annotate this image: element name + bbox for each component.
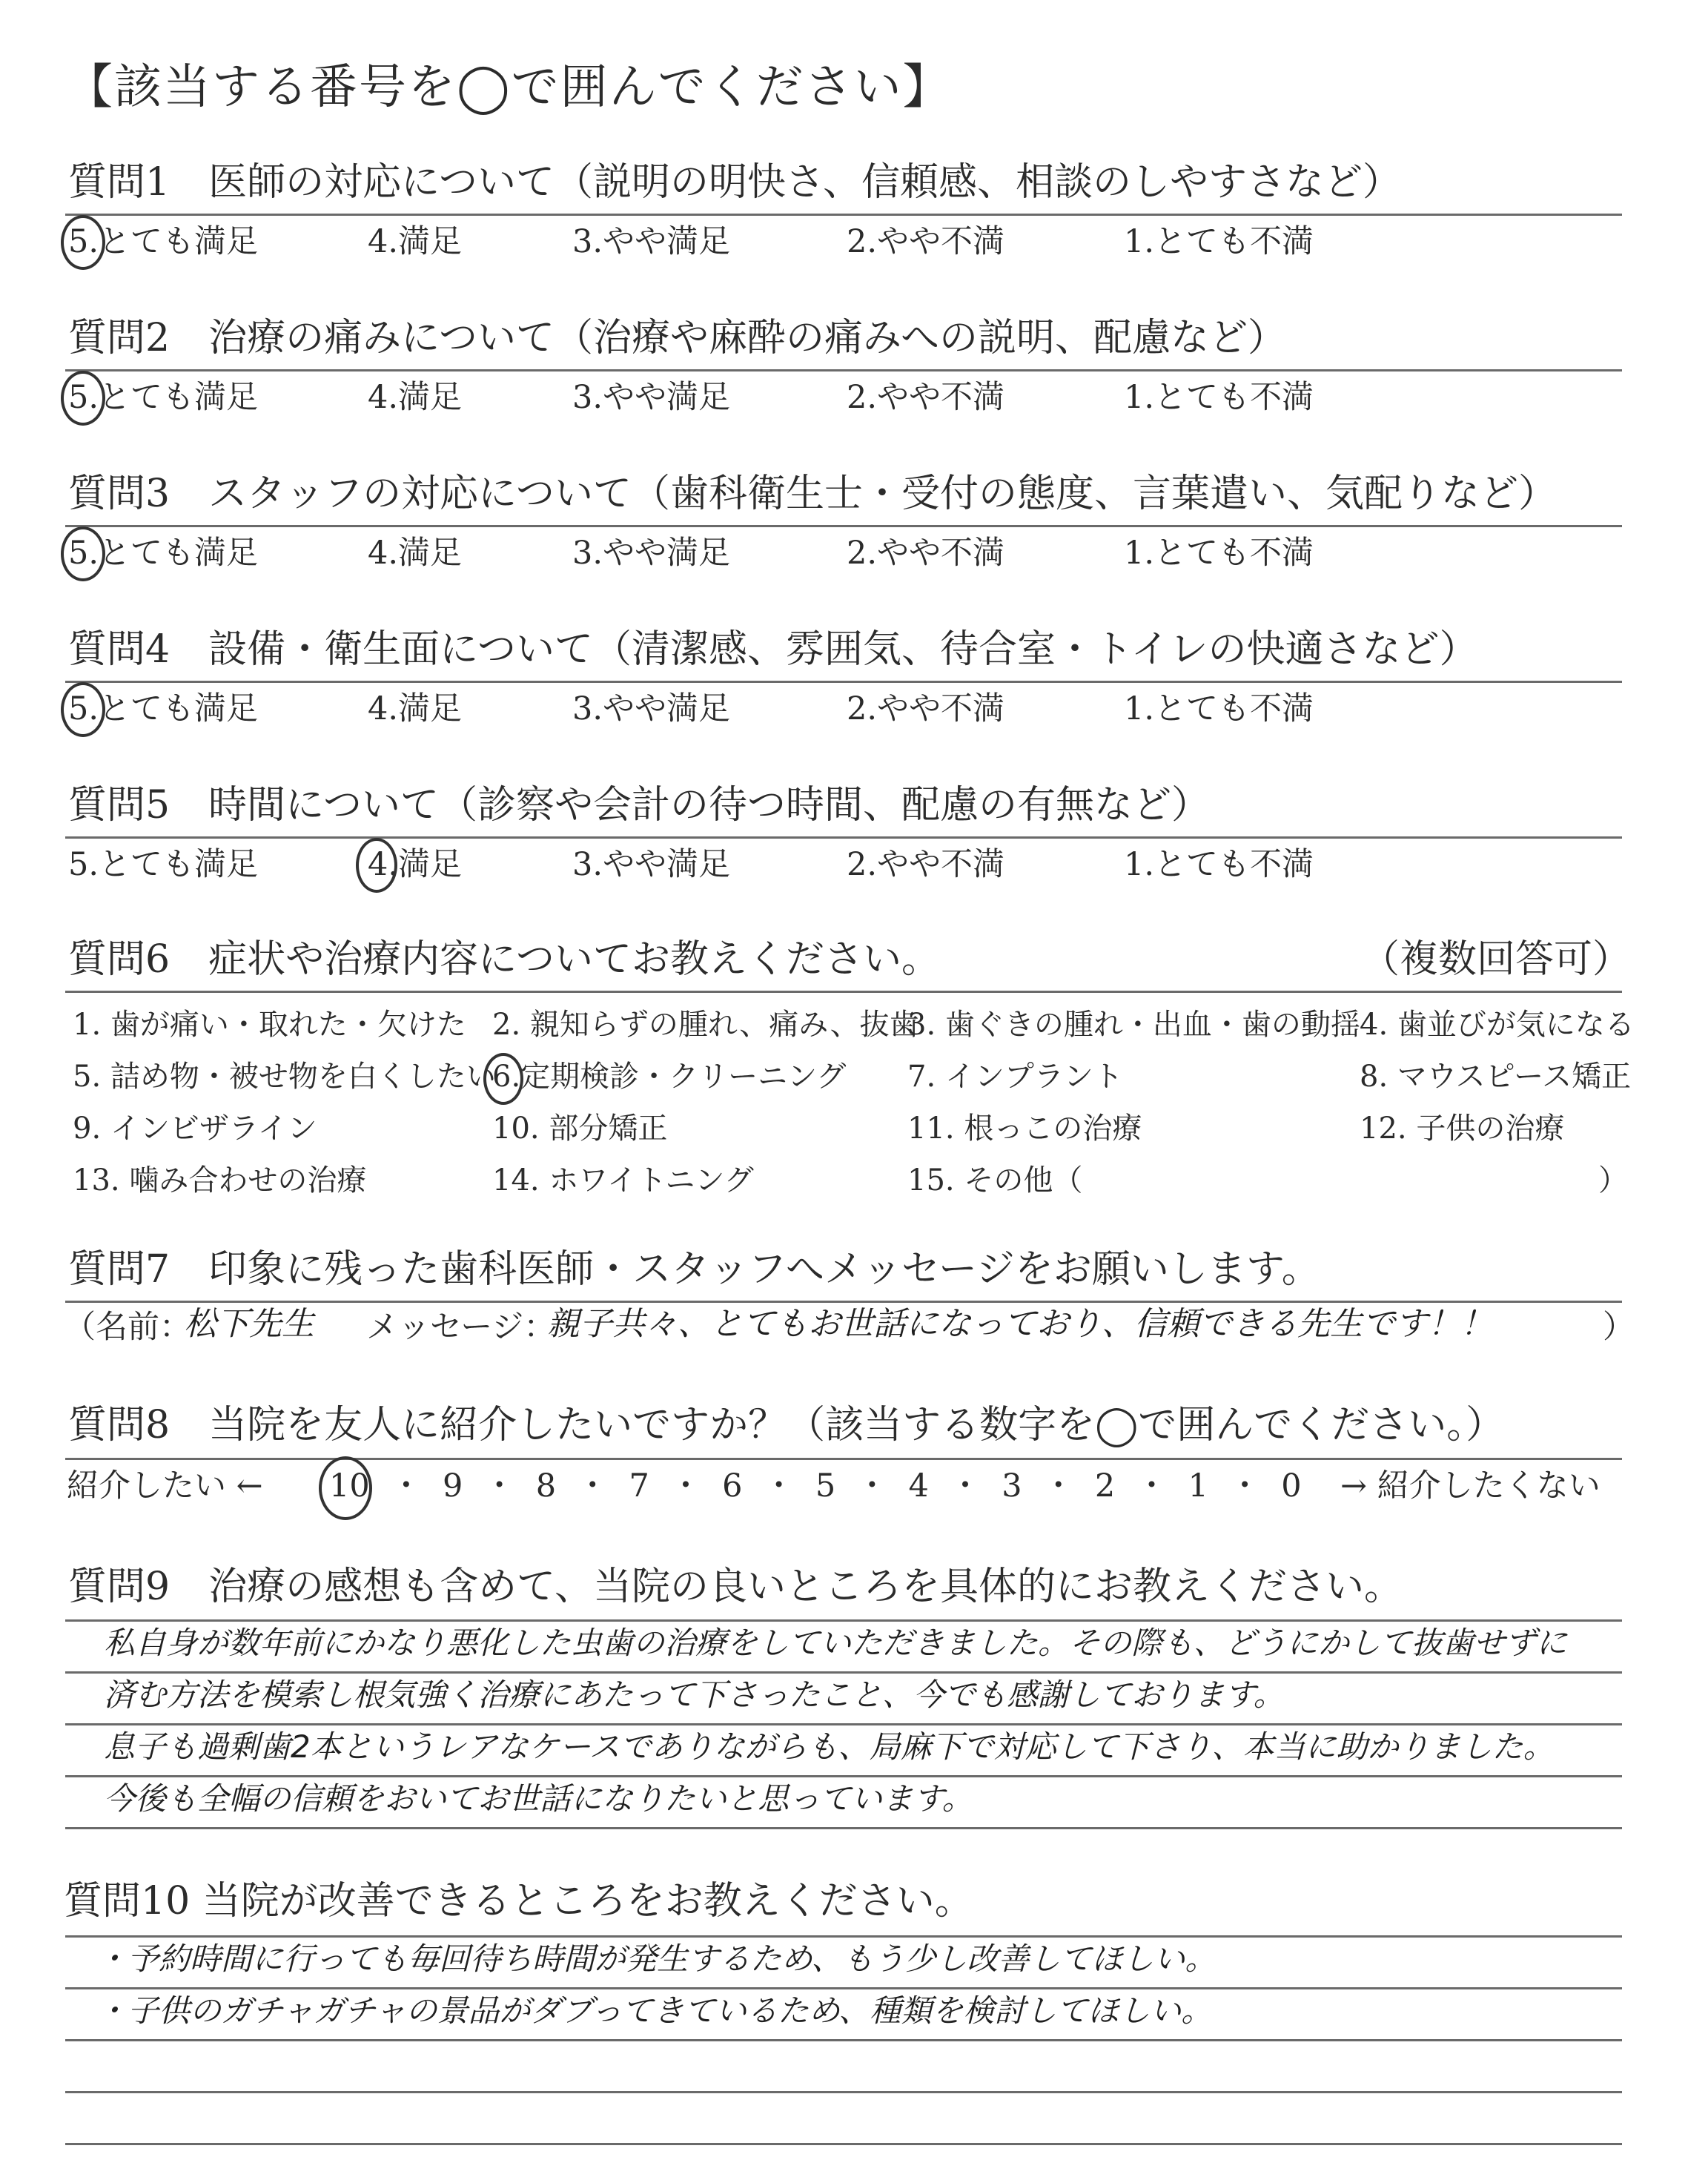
answer-line	[65, 2039, 1622, 2041]
multiple-answers-note: （複数回答可）	[1361, 937, 1632, 982]
selection-circle	[61, 215, 105, 270]
q4-option-1[interactable]: 1.とても不満	[1124, 690, 1314, 727]
q6-option-5[interactable]: 5. 詰め物・被せ物を白くしたい	[73, 1060, 496, 1094]
answer-line	[65, 2143, 1622, 2145]
q6-option-10[interactable]: 10. 部分矯正	[492, 1112, 668, 1146]
q3-option-2[interactable]: 2.やや不満	[847, 535, 1005, 572]
q1-option-2[interactable]: 2.やや不満	[847, 223, 1005, 260]
q6-option-6[interactable]: 6.定期検診・クリーニング	[492, 1060, 847, 1094]
q6-option-13[interactable]: 13. 噛み合わせの治療	[73, 1163, 367, 1198]
name-label: （名前：	[64, 1309, 191, 1346]
q6-option-15[interactable]: 15. その他（	[907, 1163, 1083, 1198]
q6-option-2[interactable]: 2. 親知らずの腫れ、痛み、抜歯	[492, 1008, 919, 1042]
recommend-left-label: 紹介したい ←	[67, 1467, 263, 1505]
q6-option-12[interactable]: 12. 子供の治療	[1360, 1112, 1565, 1146]
divider	[65, 1458, 1622, 1460]
q1-option-1[interactable]: 1.とても不満	[1124, 223, 1314, 260]
selection-circle	[483, 1053, 523, 1105]
selection-circle	[61, 682, 105, 737]
q6-option-4[interactable]: 4. 歯並びが気になる	[1360, 1008, 1635, 1042]
q5-option-3[interactable]: 3.やや満足	[572, 846, 731, 883]
question-2-title: 質問2 治療の痛みについて（治療や麻酔の痛みへの説明、配慮など）	[68, 316, 1287, 360]
q6-option-1[interactable]: 1. 歯が痛い・取れた・欠けた	[73, 1008, 466, 1042]
message-label: メッセージ：	[366, 1309, 556, 1346]
q3-option-5[interactable]: 5.とても満足	[68, 535, 259, 572]
selection-circle	[61, 371, 105, 426]
q9-answer-line-4[interactable]: 今後も全幅の信頼をおいてお世話になりたいと思っています。	[104, 1780, 973, 1817]
q5-option-4[interactable]: 4.満足	[368, 846, 463, 883]
q5-option-2[interactable]: 2.やや不満	[847, 846, 1005, 883]
q9-answer-line-2[interactable]: 済む方法を模索し根気強く治療にあたって下さったこと、今でも感謝しております。	[104, 1677, 1285, 1713]
q6-option-11[interactable]: 11. 根っこの治療	[907, 1112, 1142, 1146]
q6-option-8[interactable]: 8. マウスピース矯正	[1360, 1060, 1632, 1094]
q4-option-4[interactable]: 4.満足	[368, 690, 463, 727]
answer-line	[65, 1671, 1622, 1674]
question-3-title: 質問3 スタッフの対応について（歯科衛生士・受付の態度、言葉遣い、気配りなど）	[68, 472, 1558, 516]
q1-option-3[interactable]: 3.やや満足	[572, 223, 731, 260]
divider	[65, 1301, 1622, 1303]
question-6-title: 質問6 症状や治療内容についてお教えください。	[68, 937, 941, 982]
answer-line	[65, 1987, 1622, 1989]
divider	[65, 681, 1622, 683]
answer-line	[65, 1723, 1622, 1725]
q9-answer-line-1[interactable]: 私自身が数年前にかなり悪化した虫歯の治療をしていただきました。その際も、どうにかして抜歯せずに	[104, 1625, 1568, 1661]
divider	[65, 525, 1622, 527]
divider	[65, 369, 1622, 371]
selection-circle	[61, 526, 105, 581]
q1-option-4[interactable]: 4.満足	[368, 223, 463, 260]
message-answer[interactable]: 親子共々、とてもお世話になっており、信頼できる先生です！！	[547, 1305, 1493, 1343]
question-5-title: 質問5 時間について（診察や会計の待つ時間、配慮の有無など）	[68, 783, 1211, 828]
recommend-scale[interactable]: 10 ・ 9 ・ 8 ・ 7 ・ 6 ・ 5 ・ 4 ・ 3 ・ 2 ・ 1 ・ 0	[329, 1467, 1302, 1505]
selection-circle	[319, 1456, 372, 1520]
divider	[65, 836, 1622, 839]
q6-option-9[interactable]: 9. インビザライン	[73, 1112, 317, 1146]
answer-line	[65, 1935, 1622, 1938]
message-close: ）	[1603, 1309, 1635, 1346]
question-8-title: 質問8 当院を友人に紹介したいですか？（該当する数字を◯で囲んでください。）	[68, 1403, 1505, 1447]
question-7-title: 質問7 印象に残った歯科医師・スタッフへメッセージをお願いします。	[68, 1247, 1320, 1292]
recommend-right-label: → 紹介したくない	[1340, 1467, 1601, 1505]
answer-line	[65, 1619, 1622, 1622]
q4-option-3[interactable]: 3.やや満足	[572, 690, 731, 727]
q6-other-close: ）	[1598, 1163, 1628, 1198]
q10-answer-line-2[interactable]: ・子供のガチャガチャの景品がダブってきているため、種類を検討してほしい。	[96, 1992, 1213, 2029]
answer-line	[65, 1775, 1622, 1777]
question-10-title: 質問10 当院が改善できるところをお教えください。	[64, 1879, 973, 1923]
q2-option-5[interactable]: 5.とても満足	[68, 379, 259, 416]
q6-option-7[interactable]: 7. インプラント	[907, 1060, 1123, 1094]
name-answer[interactable]: 松下先生	[184, 1305, 314, 1343]
q3-option-3[interactable]: 3.やや満足	[572, 535, 731, 572]
divider	[65, 214, 1622, 216]
answer-line	[65, 2091, 1622, 2093]
q2-option-2[interactable]: 2.やや不満	[847, 379, 1005, 416]
q2-option-4[interactable]: 4.満足	[368, 379, 463, 416]
q2-option-3[interactable]: 3.やや満足	[572, 379, 731, 416]
page-title: 【該当する番号を◯で囲んでください】	[65, 60, 952, 115]
answer-line	[65, 1827, 1622, 1829]
question-4-title: 質問4 設備・衛生面について（清潔感、雰囲気、待合室・トイレの快適さなど）	[68, 627, 1478, 672]
q6-option-3[interactable]: 3. 歯ぐきの腫れ・出血・歯の動揺	[907, 1008, 1360, 1042]
question-1-title: 質問1 医師の対応について（説明の明快さ、信頼感、相談のしやすさなど）	[68, 160, 1401, 205]
divider	[65, 991, 1622, 993]
q3-option-1[interactable]: 1.とても不満	[1124, 535, 1314, 572]
q2-option-1[interactable]: 1.とても不満	[1124, 379, 1314, 416]
q5-option-1[interactable]: 1.とても不満	[1124, 846, 1314, 883]
q4-option-5[interactable]: 5.とても満足	[68, 690, 259, 727]
selection-circle	[356, 838, 397, 893]
question-9-title: 質問9 治療の感想も含めて、当院の良いところを具体的にお教えください。	[68, 1565, 1403, 1609]
q4-option-2[interactable]: 2.やや不満	[847, 690, 1005, 727]
q10-answer-line-1[interactable]: ・予約時間に行っても毎回待ち時間が発生するため、もう少し改善してほしい。	[96, 1941, 1217, 1977]
q9-answer-line-3[interactable]: 息子も過剰歯2本というレアなケースでありながらも、局麻下で対応して下さり、本当に助かりました。	[104, 1728, 1555, 1765]
q6-option-14[interactable]: 14. ホワイトニング	[492, 1163, 754, 1198]
q5-option-5[interactable]: 5.とても満足	[68, 846, 259, 883]
q3-option-4[interactable]: 4.満足	[368, 535, 463, 572]
q1-option-5[interactable]: 5.とても満足	[68, 223, 259, 260]
